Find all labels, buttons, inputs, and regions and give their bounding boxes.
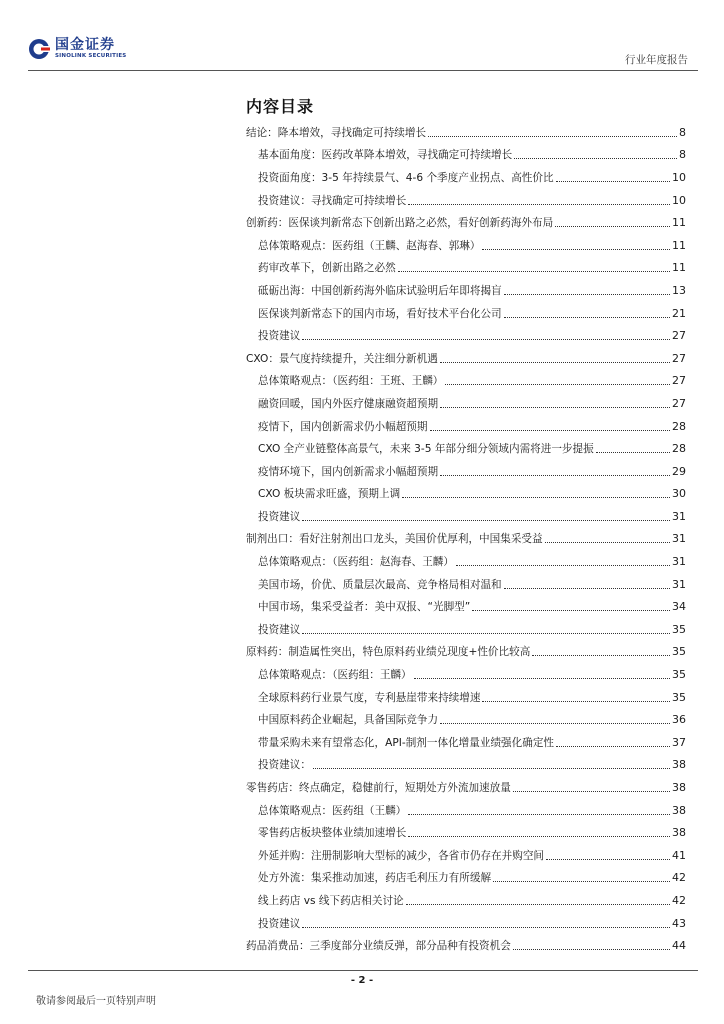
toc-leader-dots bbox=[414, 678, 670, 679]
toc-entry-page: 10 bbox=[672, 193, 686, 207]
toc-entry-page: 21 bbox=[672, 306, 686, 320]
toc-entry-page: 8 bbox=[679, 148, 686, 162]
toc-leader-dots bbox=[504, 317, 670, 318]
toc-entry[interactable] bbox=[246, 641, 686, 664]
toc-entry[interactable] bbox=[246, 324, 686, 347]
toc-entry-title: 带量采购未来有望常态化，API-制剂一体化增量业绩强化确定性 bbox=[258, 736, 555, 749]
toc-leader-dots bbox=[428, 136, 677, 137]
toc-entry-page: 11 bbox=[672, 261, 686, 275]
toc-entry-title: CXO 板块需求旺盛，预期上调 bbox=[258, 488, 401, 501]
toc-leader-dots bbox=[445, 384, 670, 385]
toc-entry[interactable] bbox=[246, 912, 686, 935]
toc-entry-title: 投资建议： bbox=[258, 759, 311, 772]
toc-entry-page: 31 bbox=[672, 532, 686, 546]
toc-entry[interactable] bbox=[246, 166, 686, 189]
toc-entry-title: 零售药店板块整体业绩加速增长 bbox=[258, 827, 407, 840]
sinolink-logo-icon bbox=[28, 38, 50, 60]
toc-entry-title: 全球原料药行业景气度，专利悬崖带来持续增速 bbox=[258, 691, 481, 704]
toc-leader-dots bbox=[546, 859, 670, 860]
toc-entry-page: 27 bbox=[672, 351, 686, 365]
toc-entry[interactable] bbox=[246, 844, 686, 867]
toc-entry-title: 投资建议 bbox=[258, 330, 301, 343]
header-divider bbox=[28, 70, 698, 71]
page-number: - 2 - bbox=[350, 975, 374, 986]
toc-entry-page: 41 bbox=[672, 848, 686, 862]
toc-entry[interactable] bbox=[246, 867, 686, 890]
toc-leader-dots bbox=[440, 723, 670, 724]
toc-entry-page: 35 bbox=[672, 645, 686, 659]
toc-entry-title: 线上药店 vs 线下药店相关讨论 bbox=[258, 894, 404, 907]
toc-entry-page: 38 bbox=[672, 826, 686, 840]
toc-entry-title: 处方外流：集采推动加速，药店毛利压力有所缓解 bbox=[258, 872, 492, 885]
toc-entry[interactable] bbox=[246, 257, 686, 280]
toc-entry-title: 投资面角度：3-5 年持续景气、4-6 个季度产业拐点、高性价比 bbox=[258, 171, 554, 184]
toc-entry[interactable] bbox=[246, 392, 686, 415]
footer-divider bbox=[28, 970, 698, 971]
logo-chinese-name: 国金证券 bbox=[55, 37, 115, 54]
toc-entry[interactable] bbox=[246, 550, 686, 573]
company-logo bbox=[28, 38, 126, 60]
toc-entry-page: 42 bbox=[672, 893, 686, 907]
toc-entry[interactable] bbox=[246, 708, 686, 731]
toc-entry[interactable] bbox=[246, 731, 686, 754]
toc-leader-dots bbox=[406, 904, 670, 905]
toc-entry-page: 35 bbox=[672, 668, 686, 682]
toc-entry-title: 总体策略观点：医药组（王麟） bbox=[258, 804, 407, 817]
toc-leader-dots bbox=[430, 430, 671, 431]
toc-entry[interactable] bbox=[246, 189, 686, 212]
toc-entry-page: 31 bbox=[672, 577, 686, 591]
toc-entry-page: 31 bbox=[672, 555, 686, 569]
toc-entry-page: 10 bbox=[672, 170, 686, 184]
toc-entry-title: 总体策略观点：（医药组：王班、王麟） bbox=[258, 375, 444, 388]
toc-entry[interactable] bbox=[246, 211, 686, 234]
toc-entry-page: 29 bbox=[672, 464, 686, 478]
footer-disclaimer: 敬请参阅最后一页特别声明 bbox=[36, 996, 156, 1007]
toc-leader-dots bbox=[440, 407, 670, 408]
toc-entry-page: 11 bbox=[672, 238, 686, 252]
toc-leader-dots bbox=[313, 768, 670, 769]
toc-entry[interactable] bbox=[246, 686, 686, 709]
toc-entry[interactable] bbox=[246, 437, 686, 460]
toc-entry-page: 37 bbox=[672, 735, 686, 749]
toc-entry[interactable] bbox=[246, 618, 686, 641]
table-of-contents bbox=[246, 121, 686, 957]
toc-entry-title: 药品消费品：三季度部分业绩反弹，部分品种有投资机会 bbox=[246, 940, 511, 953]
toc-leader-dots bbox=[482, 249, 670, 250]
toc-entry[interactable] bbox=[246, 347, 686, 370]
toc-entry[interactable] bbox=[246, 573, 686, 596]
toc-leader-dots bbox=[456, 565, 670, 566]
toc-leader-dots bbox=[504, 588, 670, 589]
toc-entry-title: 总体策略观点：医药组（王麟、赵海春、郭琳） bbox=[258, 239, 481, 252]
toc-entry-page: 28 bbox=[672, 419, 686, 433]
toc-entry-title: CXO 全产业链整体高景气，未来 3-5 年部分细分领域内需将进一步提振 bbox=[258, 443, 594, 456]
toc-entry-title: 外延并购：注册制影响大型标的减少，各省市仍存在并购空间 bbox=[258, 849, 545, 862]
toc-entry-title: 制剂出口：看好注射剂出口龙头，美国价优厚利，中国集采受益 bbox=[246, 533, 543, 546]
toc-entry[interactable] bbox=[246, 234, 686, 257]
toc-leader-dots bbox=[472, 610, 670, 611]
toc-entry-title: 融资回暖，国内外医疗健康融资超预期 bbox=[258, 397, 439, 410]
toc-entry[interactable] bbox=[246, 415, 686, 438]
toc-entry-title: 药审改革下，创新出路之必然 bbox=[258, 262, 396, 275]
toc-entry-page: 13 bbox=[672, 283, 686, 297]
toc-entry-title: 创新药：医保谈判新常态下创新出路之必然，看好创新药海外布局 bbox=[246, 217, 554, 230]
toc-entry-page: 38 bbox=[672, 758, 686, 772]
toc-leader-dots bbox=[532, 655, 670, 656]
toc-entry-page: 38 bbox=[672, 803, 686, 817]
toc-entry-title: 砥砺出海：中国创新药海外临床试验明后年即将揭盲 bbox=[258, 284, 502, 297]
toc-entry-page: 31 bbox=[672, 509, 686, 523]
toc-leader-dots bbox=[408, 204, 670, 205]
toc-entry-page: 35 bbox=[672, 690, 686, 704]
toc-entry-title: 中国原料药企业崛起，具备国际竞争力 bbox=[258, 714, 439, 727]
toc-entry-title: CXO：景气度持续提升，关注细分新机遇 bbox=[246, 352, 438, 365]
toc-entry[interactable] bbox=[246, 934, 686, 957]
toc-entry-page: 35 bbox=[672, 622, 686, 636]
toc-entry-title: 总体策略观点：（医药组：赵海春、王麟） bbox=[258, 556, 454, 569]
toc-entry-title: 投资建议 bbox=[258, 510, 301, 523]
toc-entry[interactable] bbox=[246, 370, 686, 393]
toc-entry-title: 医保谈判新常态下的国内市场，看好技术平台化公司 bbox=[258, 307, 502, 320]
toc-entry-page: 27 bbox=[672, 374, 686, 388]
toc-entry[interactable] bbox=[246, 799, 686, 822]
toc-entry-title: 投资建议：寻找确定可持续增长 bbox=[258, 194, 407, 207]
toc-leader-dots bbox=[302, 339, 670, 340]
toc-entry-title: 中国市场，集采受益者：美中双报、“光脚型” bbox=[258, 601, 471, 614]
toc-entry-page: 36 bbox=[672, 713, 686, 727]
toc-leader-dots bbox=[514, 158, 677, 159]
toc-entry-page: 27 bbox=[672, 396, 686, 410]
toc-entry-page: 11 bbox=[672, 216, 686, 230]
toc-leader-dots bbox=[302, 633, 670, 634]
toc-leader-dots bbox=[402, 497, 670, 498]
toc-entry-page: 8 bbox=[679, 125, 686, 139]
toc-leader-dots bbox=[408, 814, 670, 815]
toc-leader-dots bbox=[504, 294, 670, 295]
toc-entry-title: 零售药店：终点确定，稳健前行，短期处方外流加速放量 bbox=[246, 782, 511, 795]
report-type-label: 行业年度报告 bbox=[625, 54, 688, 66]
toc-leader-dots bbox=[556, 181, 670, 182]
toc-entry-page: 42 bbox=[672, 871, 686, 885]
toc-entry-page: 30 bbox=[672, 487, 686, 501]
toc-entry[interactable] bbox=[246, 144, 686, 167]
toc-entry[interactable] bbox=[246, 460, 686, 483]
toc-leader-dots bbox=[545, 542, 670, 543]
toc-leader-dots bbox=[556, 746, 670, 747]
toc-entry[interactable] bbox=[246, 663, 686, 686]
toc-entry[interactable] bbox=[246, 505, 686, 528]
toc-entry-title: 投资建议 bbox=[258, 917, 301, 930]
toc-entry-page: 28 bbox=[672, 442, 686, 456]
toc-entry[interactable] bbox=[246, 279, 686, 302]
toc-entry-title: 美国市场，价优、质量层次最高、竞争格局相对温和 bbox=[258, 578, 502, 591]
toc-leader-dots bbox=[596, 452, 670, 453]
toc-leader-dots bbox=[302, 520, 670, 521]
toc-entry-title: 疫情环境下，国内创新需求小幅超预期 bbox=[258, 465, 439, 478]
toc-entry[interactable] bbox=[246, 528, 686, 551]
toc-entry[interactable] bbox=[246, 483, 686, 506]
toc-entry-page: 38 bbox=[672, 781, 686, 795]
toc-leader-dots bbox=[555, 226, 670, 227]
toc-leader-dots bbox=[302, 927, 670, 928]
toc-entry-title: 总体策略观点：（医药组：王麟） bbox=[258, 669, 412, 682]
toc-leader-dots bbox=[513, 791, 670, 792]
toc-title: 内容目录 bbox=[246, 97, 315, 116]
toc-leader-dots bbox=[493, 881, 670, 882]
toc-leader-dots bbox=[398, 271, 670, 272]
toc-entry[interactable] bbox=[246, 595, 686, 618]
toc-entry[interactable] bbox=[246, 889, 686, 912]
toc-leader-dots bbox=[440, 475, 670, 476]
toc-entry-page: 44 bbox=[672, 939, 686, 953]
toc-entry-title: 结论：降本增效，寻找确定可持续增长 bbox=[246, 126, 427, 139]
toc-entry[interactable] bbox=[246, 754, 686, 777]
toc-entry-title: 疫情下，国内创新需求仍小幅超预期 bbox=[258, 420, 428, 433]
toc-entry-page: 34 bbox=[672, 600, 686, 614]
toc-entry-title: 原料药：制造属性突出，特色原料药业绩兑现度+性价比较高 bbox=[246, 646, 531, 659]
toc-entry[interactable] bbox=[246, 302, 686, 325]
toc-entry[interactable] bbox=[246, 776, 686, 799]
toc-entry-title: 投资建议 bbox=[258, 623, 301, 636]
toc-leader-dots bbox=[482, 701, 670, 702]
toc-leader-dots bbox=[513, 949, 670, 950]
toc-entry[interactable] bbox=[246, 821, 686, 844]
toc-entry[interactable] bbox=[246, 121, 686, 144]
logo-english-name: SINOLINK SECURITIES bbox=[55, 53, 127, 60]
toc-leader-dots bbox=[440, 362, 670, 363]
toc-leader-dots bbox=[408, 836, 670, 837]
toc-entry-page: 27 bbox=[672, 329, 686, 343]
page-header bbox=[28, 38, 698, 68]
toc-entry-title: 基本面角度：医药改革降本增效，寻找确定可持续增长 bbox=[258, 149, 513, 162]
toc-entry-page: 43 bbox=[672, 916, 686, 930]
